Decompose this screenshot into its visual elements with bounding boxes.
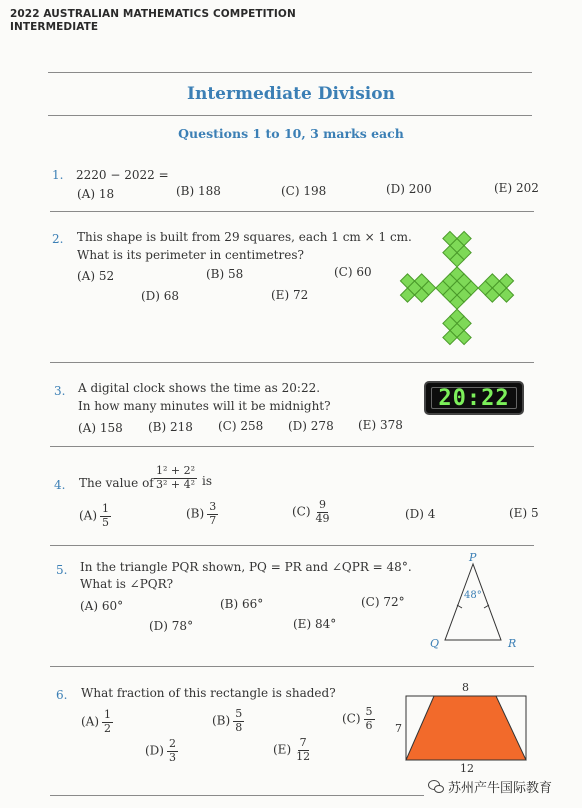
- page-title: Intermediate Division: [187, 84, 395, 104]
- side-length-label: 7: [395, 722, 402, 735]
- option-b[interactable]: (B) 218: [148, 420, 193, 434]
- divider: [48, 72, 532, 73]
- divider: [50, 446, 534, 447]
- option-label: (C): [292, 504, 311, 519]
- divider: [50, 666, 534, 667]
- option-a[interactable]: [81, 709, 113, 735]
- option-label: (E): [273, 742, 292, 757]
- question-number: 3.: [54, 384, 66, 398]
- option-e[interactable]: [273, 737, 312, 763]
- wechat-icon: [428, 780, 444, 793]
- divider: [50, 362, 534, 363]
- question-number: 4.: [54, 478, 66, 492]
- question-text: In how many minutes will it be midnight?: [78, 399, 331, 413]
- option-d[interactable]: (D) 78°: [149, 619, 194, 633]
- option-e[interactable]: (E) 84°: [293, 617, 337, 631]
- rectangle-trapezoid-figure: [392, 680, 532, 772]
- option-label: (C): [342, 711, 361, 726]
- watermark-text: 苏州产牛国际教育: [448, 781, 553, 796]
- question-text: A digital clock shows the time as 20:22.: [78, 381, 321, 395]
- fraction-denominator: 5: [102, 515, 110, 529]
- option-c[interactable]: (C) 258: [218, 419, 264, 433]
- option-label: (B): [212, 713, 231, 728]
- option-b[interactable]: (B) 66°: [220, 597, 264, 611]
- option-d[interactable]: (D) 68: [141, 289, 180, 303]
- option-d[interactable]: (D) 200: [386, 182, 432, 196]
- value-expression: [151, 465, 197, 491]
- option-b[interactable]: [212, 708, 244, 734]
- option-c[interactable]: (C) 198: [281, 184, 327, 198]
- question-number: 6.: [56, 688, 68, 702]
- option-a[interactable]: (A) 158: [78, 421, 123, 435]
- option-a[interactable]: (A) 52: [77, 269, 115, 283]
- option-e[interactable]: (E) 5: [509, 506, 539, 520]
- isosceles-triangle-figure: [424, 548, 524, 652]
- option-a[interactable]: [79, 503, 111, 529]
- divider: [50, 211, 534, 212]
- fraction-denominator: 3² + 4²: [156, 477, 196, 491]
- question-text: This shape is built from 29 squares, each 1 cm × 1 cm.: [77, 230, 412, 244]
- fraction-numerator: 3: [209, 500, 217, 513]
- fraction-numerator: 2: [168, 737, 176, 750]
- question-text: In the triangle PQR shown, PQ = PR and ∠QPR = 48°.: [80, 560, 412, 574]
- clock-display: 20:22: [431, 387, 517, 409]
- fraction-denominator: 2: [104, 721, 112, 735]
- option-c[interactable]: (C) 72°: [361, 595, 405, 609]
- fraction-numerator: 1² + 2²: [156, 464, 196, 477]
- option-c[interactable]: [292, 499, 332, 525]
- section-subtitle: Questions 1 to 10, 3 marks each: [178, 126, 404, 141]
- question-text: The value of: [79, 476, 154, 490]
- triangle-outline: [445, 564, 501, 640]
- option-e[interactable]: (E) 202: [494, 181, 539, 195]
- fraction-denominator: 3: [168, 750, 176, 764]
- fraction-numerator: 1: [102, 502, 110, 515]
- fraction-denominator: 12: [296, 749, 311, 763]
- question-number: 5.: [56, 563, 68, 577]
- cross-shape-figure: [392, 226, 522, 350]
- option-b[interactable]: [186, 501, 218, 527]
- option-e[interactable]: (E) 72: [271, 288, 309, 302]
- fraction-numerator: 1: [104, 708, 112, 721]
- vertex-label-r: R: [508, 637, 517, 650]
- divider: [48, 115, 532, 116]
- bottom-length-label: 12: [460, 762, 474, 772]
- fraction-numerator: 5: [365, 705, 373, 718]
- vertex-label-q: Q: [430, 637, 440, 650]
- divider: [50, 545, 534, 546]
- option-e[interactable]: (E) 378: [358, 418, 403, 432]
- option-c[interactable]: [342, 706, 375, 732]
- option-label: (A): [79, 508, 98, 523]
- option-d[interactable]: (D) 4: [405, 507, 436, 521]
- fraction-numerator: 9: [319, 498, 327, 511]
- option-b[interactable]: (B) 188: [176, 184, 221, 198]
- fraction-numerator: 7: [299, 736, 307, 749]
- digital-clock: [424, 381, 524, 415]
- fraction-numerator: 5: [235, 707, 243, 720]
- question-text: is: [202, 474, 212, 488]
- fraction-denominator: 7: [209, 513, 217, 527]
- fraction-denominator: 49: [315, 511, 330, 525]
- watermark: [424, 775, 556, 798]
- question-text: What fraction of this rectangle is shaded?: [81, 686, 336, 700]
- option-d[interactable]: [145, 738, 178, 764]
- option-b[interactable]: (B) 58: [206, 267, 244, 281]
- option-label: (A): [81, 714, 100, 729]
- fraction-denominator: 8: [235, 720, 243, 734]
- option-label: (B): [186, 506, 205, 521]
- top-length-label: 8: [462, 681, 469, 694]
- option-label: (D): [145, 743, 164, 758]
- question-text: What is ∠PQR?: [80, 577, 174, 591]
- vertex-label-p: P: [469, 551, 477, 564]
- question-number: 1.: [52, 168, 64, 182]
- option-a[interactable]: (A) 60°: [80, 599, 124, 613]
- question-number: 2.: [52, 232, 64, 246]
- fraction-denominator: 6: [365, 718, 373, 732]
- competition-header: 2022 AUSTRALIAN MATHEMATICS COMPETITION: [10, 8, 296, 20]
- option-d[interactable]: (D) 278: [288, 419, 334, 433]
- division-header: INTERMEDIATE: [10, 21, 99, 33]
- option-c[interactable]: (C) 60: [334, 265, 372, 279]
- question-text: 2220 − 2022 =: [76, 168, 169, 182]
- angle-label: 48°: [464, 590, 482, 601]
- question-text: What is its perimeter in centimetres?: [77, 248, 304, 262]
- shaded-trapezoid: [406, 696, 526, 760]
- option-a[interactable]: (A) 18: [77, 187, 115, 201]
